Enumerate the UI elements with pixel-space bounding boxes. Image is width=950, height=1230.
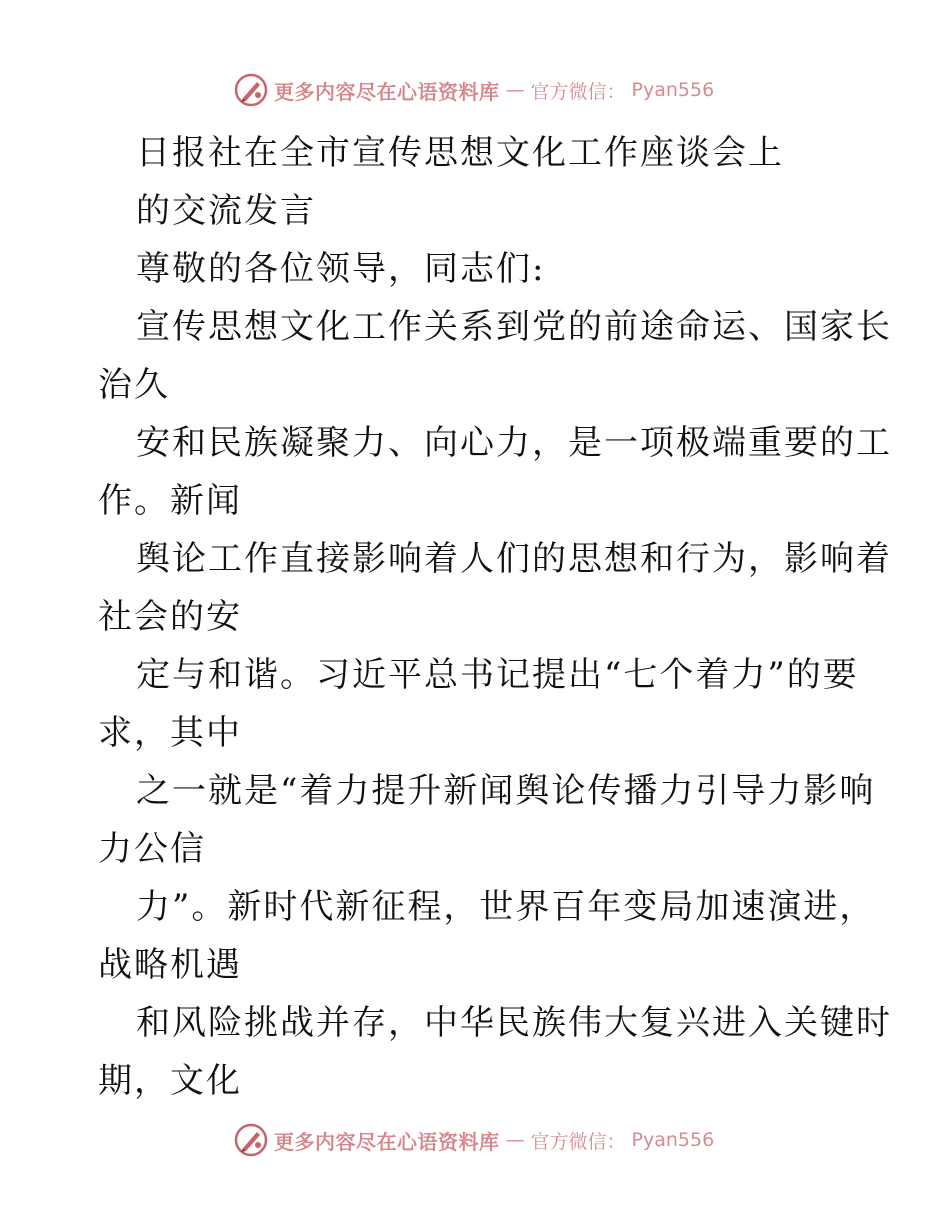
document-title-line-2: 的交流发言	[136, 191, 316, 231]
paragraph-line: 舆论工作直接影响着人们的思想和行为，影响着	[136, 539, 892, 579]
paragraph-line: 之一就是“着力提升新闻舆论传播力引导力影响	[136, 771, 876, 811]
paragraph-line: 期，文化	[98, 1061, 242, 1101]
watermark-wechat-label: 官方微信：	[530, 1130, 626, 1153]
paragraph-line: 定与和谐。习近平总书记提出“七个着力”的要	[136, 655, 859, 695]
document-title-line-1: 日报社在全市宣传思想文化工作座谈会上	[136, 133, 784, 173]
watermark-wechat-id: Pyan556	[631, 1129, 715, 1151]
paragraph-line: 宣传思想文化工作关系到党的前途命运、国家长	[136, 307, 892, 347]
pen-seal-logo-icon	[234, 1123, 268, 1157]
watermark-site-text: 更多内容尽在心语资料库	[274, 79, 500, 104]
salutation-line: 尊敬的各位领导，同志们:	[136, 249, 546, 289]
watermark-wechat-id: Pyan556	[631, 79, 715, 101]
watermark-wechat-label: 官方微信：	[530, 80, 626, 103]
watermark-dash: —	[505, 1129, 525, 1151]
paragraph-line: 力公信	[98, 829, 206, 869]
watermark-dash: —	[505, 79, 525, 101]
paragraph-line: 战略机遇	[98, 945, 242, 985]
watermark-site-text: 更多内容尽在心语资料库	[274, 1129, 500, 1154]
paragraph-line: 和风险挑战并存，中华民族伟大复兴进入关键时	[136, 1003, 892, 1043]
watermark-footer	[234, 1122, 714, 1158]
document-body	[98, 124, 892, 1110]
watermark-header	[234, 72, 714, 108]
paragraph-line: 安和民族凝聚力、向心力，是一项极端重要的工	[136, 423, 892, 463]
paragraph-line: 社会的安	[98, 597, 242, 637]
paragraph-line: 力”。新时代新征程，世界百年变局加速演进，	[136, 887, 876, 927]
paragraph-line: 治久	[98, 365, 170, 405]
paragraph-line: 求，其中	[98, 713, 242, 753]
paragraph-line: 作。新闻	[98, 481, 242, 521]
pen-seal-logo-icon	[234, 73, 268, 107]
